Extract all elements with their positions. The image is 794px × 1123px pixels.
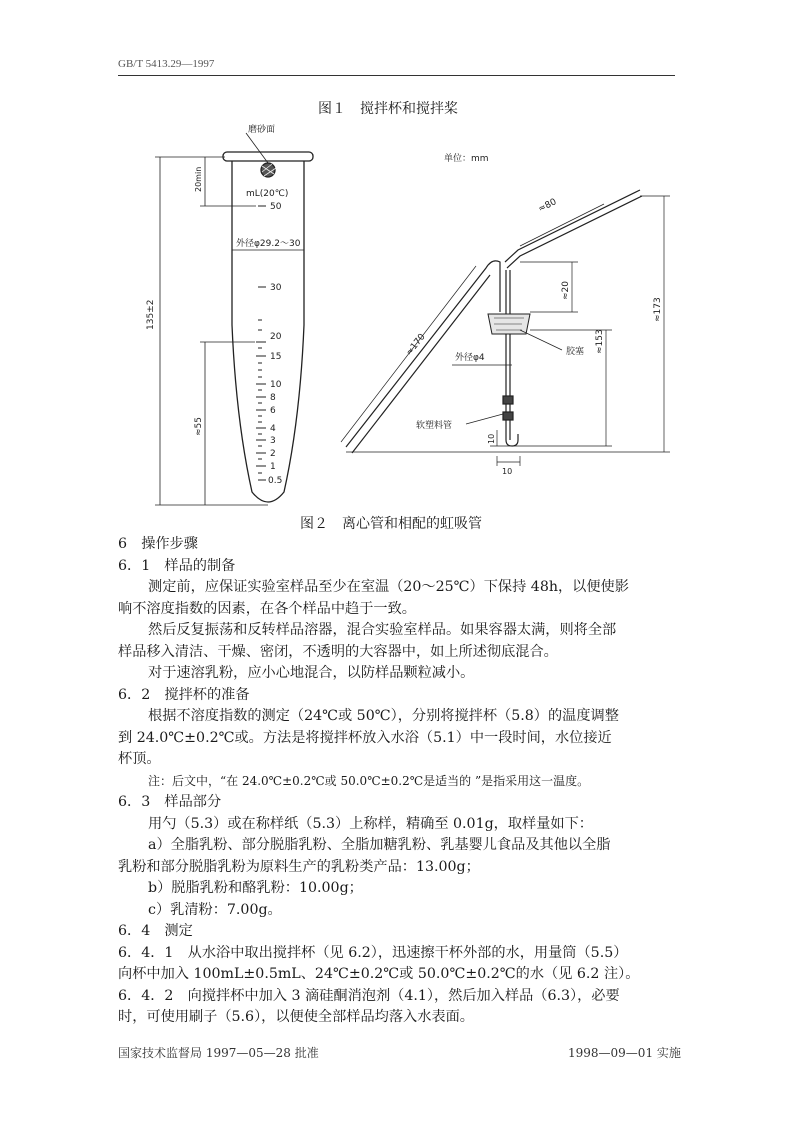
dim-80-label: ≈80 (536, 197, 559, 215)
dim-10-vertical-label: 10 (487, 433, 496, 444)
standard-number: GB/T 5413.29—1997 (118, 58, 215, 70)
implementation-date: 1998—09—01 实施 (568, 1046, 681, 1060)
scale-label: 20 (270, 332, 282, 342)
scale-label: 6 (270, 406, 276, 416)
plastic-tube-leader (466, 414, 503, 424)
text-line: 杯顶。 (118, 751, 161, 767)
text-line: 向杯中加入 100mL±0.5mL、24℃±0.2℃或 50.0℃±0.2℃的水（见 6.2 注）。 (118, 966, 640, 982)
scale-label: 0.5 (268, 476, 283, 486)
text-line: 样品移入清洁、干燥、密闭，不透明的大容器中，如上所述彻底混合。 (118, 643, 558, 660)
unit-label: 单位：mm (444, 154, 489, 164)
text-line: 6．4．2 向搅拌杯中加入 3 滴硅酮消泡剂（4.1），然后加入样品（6.3），必要 (118, 987, 620, 1004)
figure-2-caption: 图２ 离心管和相配的虹吸管 (300, 516, 482, 532)
od4-label: 外径φ4 (455, 353, 485, 363)
text-line: 测定前，应保证实验室样品至少在室温（20～25℃）下保持 48h，以便使影 (148, 579, 629, 595)
text-line: a）全脂乳粉、部分脱脂乳粉、全脂加糖乳粉、乳基婴儿食品及其他以全脂 (148, 837, 611, 853)
figure-centrifuge-tube-and-siphon (0, 0, 794, 530)
procedure-text (118, 534, 678, 1029)
scale-label: 50 (270, 202, 282, 212)
scale-label: 8 (270, 393, 276, 403)
scale-label: 2 (270, 449, 276, 459)
text-line: 响不溶度指数的因素，在各个样品中趋于一致。 (118, 600, 416, 617)
figure-1-caption: 图１ 搅拌杯和搅拌桨 (318, 101, 458, 117)
scale-label: 30 (270, 283, 282, 293)
text-line: 根据不溶度指数的测定（24℃或 50℃），分别将搅拌杯（5.8）的温度调整 (148, 708, 619, 724)
text-line: 到 24.0℃±0.2℃或。方法是将搅拌杯放入水浴（5.1）中一段时间，水位接近 (118, 729, 612, 746)
text-line: 6．3 样品部分 (118, 794, 222, 810)
scale-label: 15 (270, 352, 282, 362)
tube-dimension-lines (155, 157, 268, 505)
text-line: 然后反复振荡和反转样品溶器，混合实验室样品。如果容器太满，则将全部 (148, 622, 617, 638)
text-line: 6．1 样品的制备 (118, 557, 236, 574)
text-line: b）脱脂乳粉和酪乳粉：10.00g； (148, 880, 363, 896)
min-height-label: 20min (194, 166, 203, 192)
text-line: 6．2 搅拌杯的准备 (118, 686, 250, 703)
text-line: 乳粉和部分脱脂乳粉为原料生产的乳粉类产品：13.00g； (118, 858, 480, 875)
dim-153-label: ≈153 (595, 329, 605, 354)
ground-glass-label: 磨砂面 (248, 125, 276, 135)
text-line: c）乳清粉：7.00g。 (148, 901, 282, 918)
outer-diameter-label: 外径φ29.2～30 (236, 239, 301, 249)
scale-label: 3 (270, 436, 276, 446)
text-line: 6．4 测定 (118, 923, 193, 939)
total-length-label: 135±2 (146, 299, 156, 330)
dim-170-label: ≈170 (404, 332, 428, 358)
cone-height-label: ≈55 (194, 417, 204, 436)
rubber-stopper (488, 314, 562, 350)
dim-173-label: ≈173 (653, 297, 663, 322)
stopper-label: 胶塞 (566, 347, 585, 357)
text-line: 用勺（5.3）或在称样纸（5.3）上称样，精确至 0.01g，取样量如下： (148, 815, 593, 832)
text-line: 对于速溶乳粉，应小心地混合，以防样品颗粒减小。 (148, 665, 475, 681)
dim-10-horizontal-label: 10 (502, 467, 513, 476)
scale-label: 1 (270, 462, 276, 472)
text-line: 6 操作步骤 (118, 536, 198, 552)
scale-label: 4 (270, 424, 276, 434)
text-line: 时，可使用刷子（5.6），以便使全部样品均落入水表面。 (118, 1009, 474, 1025)
text-line: 6．4．1 从水浴中取出搅拌杯（见 6.2），迅速擦干杯外部的水，用量筒（5.5） (118, 944, 628, 961)
plastic-tube-label: 软塑料管 (416, 421, 453, 431)
scale-label: 10 (270, 380, 282, 390)
approval-date: 国家技术监督局 1997—05—28 批准 (118, 1046, 319, 1060)
dim-20-label: ≈20 (561, 281, 571, 300)
note-line: 注：后文中，“在 24.0℃±0.2℃或 50.0℃±0.2℃是适当的 ”是指采用这一温度。 (148, 773, 590, 788)
ml-unit-label: mL(20℃) (246, 189, 289, 199)
